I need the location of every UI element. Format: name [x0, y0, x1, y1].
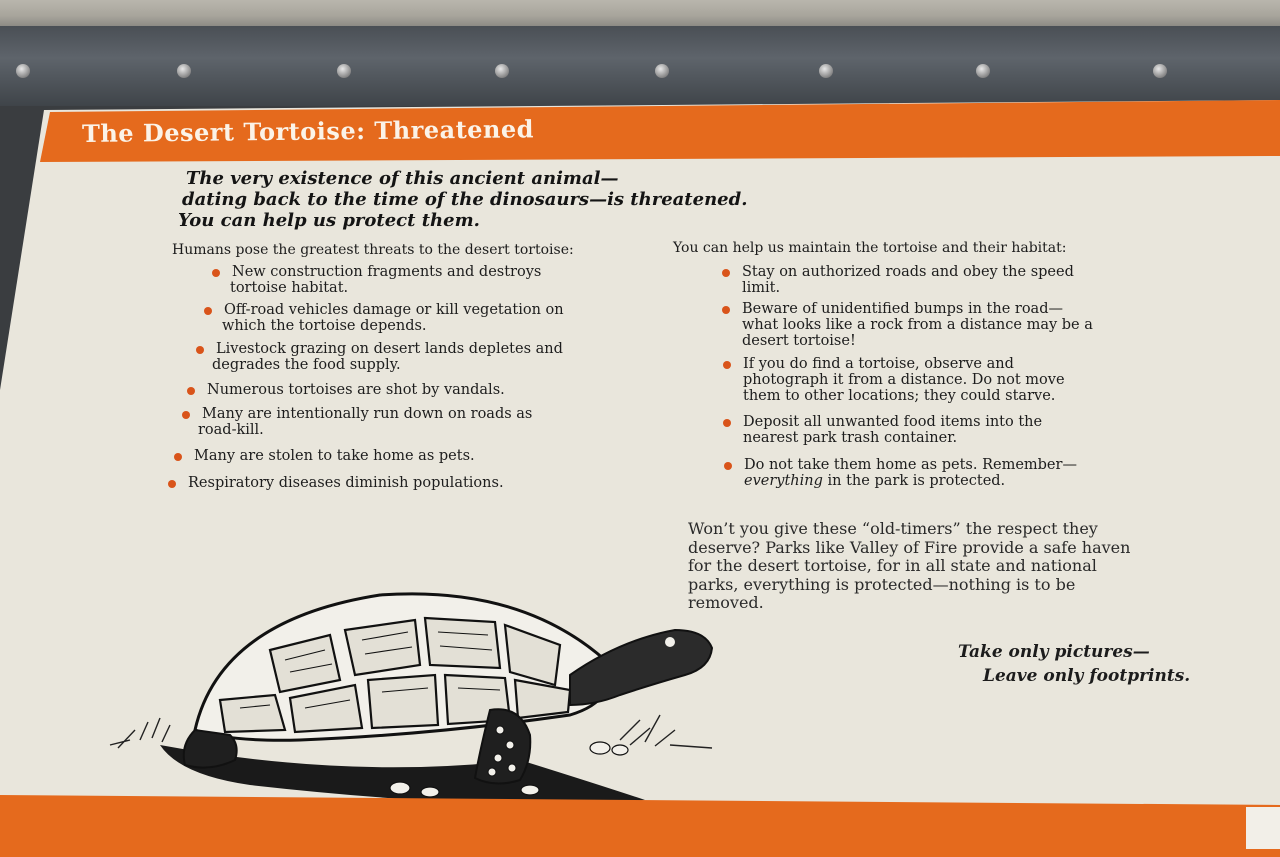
- threat-line: Many are stolen to take home as pets.: [194, 448, 475, 464]
- motto-line-1: Take only pictures—: [958, 642, 1150, 662]
- closing-line: Won’t you give these “old-timers” the respect they: [688, 519, 1098, 538]
- help-line: Do not take them home as pets. Remember—: [744, 457, 1077, 473]
- threat-line: which the tortoise depends.: [222, 318, 427, 334]
- bullet-dot: [168, 480, 176, 488]
- bullet-dot: [724, 462, 732, 470]
- threats-heading: Humans pose the greatest threats to the desert tortoise:: [172, 242, 574, 258]
- help-item: [743, 414, 1042, 446]
- help-line: limit.: [742, 280, 781, 296]
- threat-item: [207, 382, 505, 398]
- bullet-dot: [212, 269, 220, 277]
- sign-title: The Desert Tortoise: Threatened: [81, 114, 535, 148]
- help-line: photograph it from a distance. Do not move: [743, 372, 1065, 388]
- help-line: what looks like a rock from a distance may be a: [742, 317, 1093, 333]
- tortoise-illustration: [100, 580, 720, 810]
- subtitle-line: dating back to the time of the dinosaurs—is threatened.: [182, 189, 748, 210]
- threat-item: [194, 448, 475, 464]
- closing-paragraph: [688, 520, 1228, 613]
- threat-line: Numerous tortoises are shot by vandals.: [207, 382, 505, 398]
- footer-band: [0, 795, 1280, 857]
- rivet: [1153, 64, 1167, 78]
- help-heading: You can help us maintain the tortoise and their habitat:: [673, 240, 1067, 256]
- help-item: [743, 356, 1065, 404]
- threat-item: [212, 341, 563, 373]
- bullet-dot: [196, 346, 204, 354]
- threat-line: road-kill.: [198, 422, 264, 438]
- rivet: [337, 64, 351, 78]
- closing-line: parks, everything is protected—nothing is to be: [688, 574, 1076, 594]
- threat-line: Many are intentionally run down on roads as: [202, 406, 533, 422]
- metal-frame: [0, 26, 1280, 106]
- rivet: [976, 64, 990, 78]
- threat-item: [188, 475, 504, 491]
- help-item: [744, 457, 1077, 489]
- help-line-rest: in the park is protected.: [822, 473, 1006, 489]
- help-line: them to other locations; they could starve.: [743, 388, 1056, 404]
- help-line: desert tortoise!: [742, 333, 856, 349]
- bullet-dot: [723, 361, 731, 369]
- threat-line: Off-road vehicles damage or kill vegetation on: [224, 302, 564, 318]
- tortoise-eye: [665, 637, 675, 647]
- help-line: nearest park trash container.: [743, 430, 958, 446]
- threat-line: tortoise habitat.: [230, 280, 349, 296]
- rivet: [177, 64, 191, 78]
- rivet: [495, 64, 509, 78]
- bullet-dot: [722, 269, 730, 277]
- help-line: Deposit all unwanted food items into the: [743, 414, 1043, 430]
- tortoise-head: [570, 630, 712, 705]
- help-line: [744, 473, 1077, 489]
- subtitle-line: You can help us protect them.: [178, 210, 480, 231]
- closing-line: for the desert tortoise, for in all state and national: [688, 556, 1097, 575]
- bullet-dot: [204, 307, 212, 315]
- threat-line: New construction fragments and destroys: [232, 264, 542, 280]
- bullet-dot: [182, 411, 190, 419]
- emphasis-everything: everything: [744, 473, 823, 489]
- motto-line-2: Leave only footprints.: [983, 666, 1191, 686]
- bullet-dot: [723, 419, 731, 427]
- rivet: [16, 64, 30, 78]
- help-line: Stay on authorized roads and obey the speed: [742, 264, 1074, 280]
- threat-item: [224, 302, 564, 334]
- closing-line: removed.: [688, 593, 764, 612]
- help-item: [742, 264, 1074, 296]
- rivet: [655, 64, 669, 78]
- subtitle-line: The very existence of this ancient animal—: [186, 168, 619, 189]
- threat-item: [232, 264, 541, 296]
- stone-wall: [0, 0, 1280, 26]
- rivet: [819, 64, 833, 78]
- help-line: Beware of unidentified bumps in the road—: [742, 301, 1063, 317]
- sign-subtitle: [178, 168, 878, 231]
- bullet-dot: [187, 387, 195, 395]
- bullet-dot: [174, 453, 182, 461]
- threat-line: degrades the food supply.: [212, 357, 401, 373]
- threat-item: [198, 406, 533, 438]
- bullet-dot: [722, 306, 730, 314]
- threat-line: Respiratory diseases diminish populations.: [188, 475, 504, 491]
- logo-icon: [1246, 807, 1280, 849]
- tortoise-rear-leg: [184, 730, 237, 768]
- threat-line: Livestock grazing on desert lands depletes and: [216, 341, 563, 357]
- help-item: [742, 301, 1093, 349]
- help-line: If you do find a tortoise, observe and: [743, 356, 1014, 372]
- closing-line: deserve? Parks like Valley of Fire provide a safe haven: [688, 537, 1131, 557]
